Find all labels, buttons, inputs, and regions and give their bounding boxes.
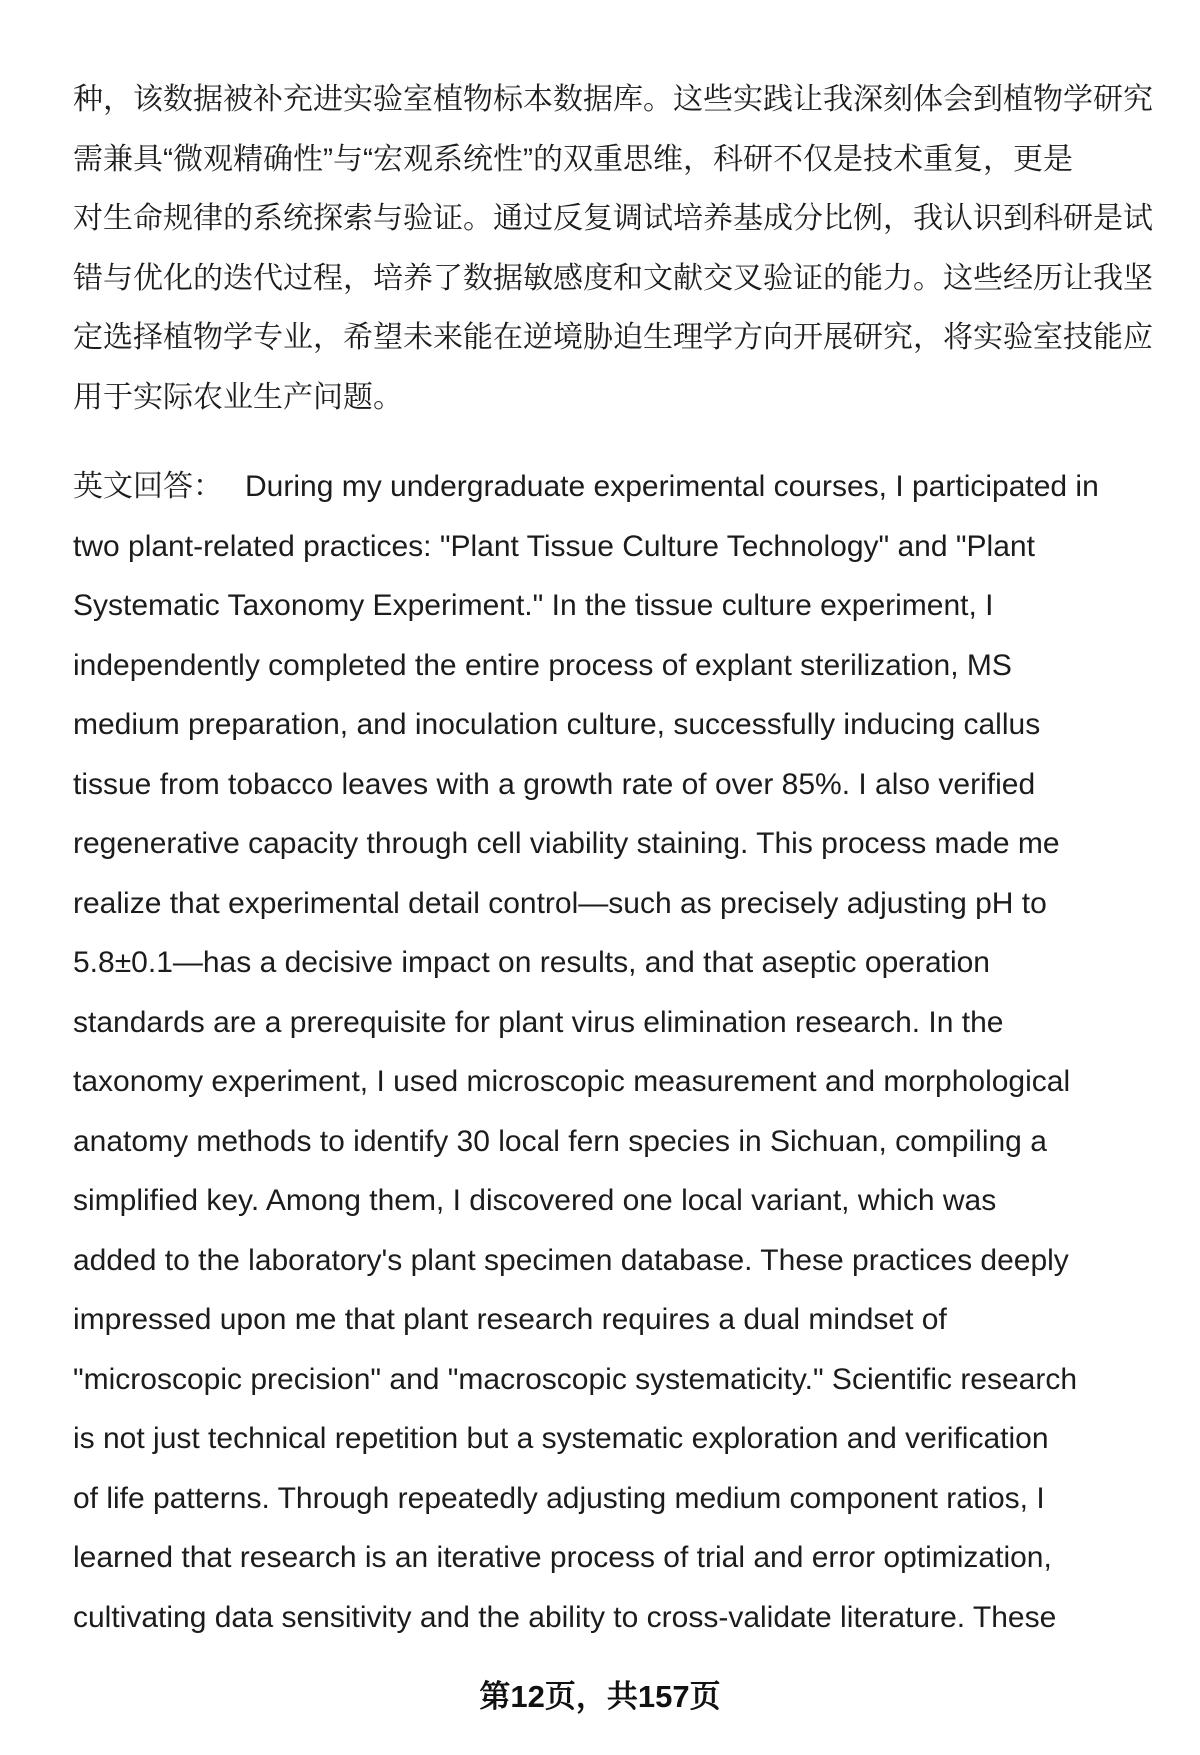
text-line-content: During my undergraduate experimental courses, I participated in bbox=[245, 470, 1099, 503]
text-line: realize that experimental detail control—such as precisely adjusting pH to bbox=[73, 886, 1047, 920]
chinese-paragraph bbox=[73, 70, 1173, 427]
text-line-first bbox=[73, 457, 1173, 517]
text-line: tissue from tobacco leaves with a growth rate of over 85%. I also verified bbox=[73, 767, 1036, 801]
english-answer-paragraph bbox=[73, 457, 1173, 1647]
text-line: medium preparation, and inoculation culture, successfully inducing callus bbox=[73, 708, 1041, 741]
text-line: 对生命规律的系统探索与验证。通过反复调试培养基成分比例，我认识到科研是试 bbox=[73, 202, 1153, 235]
text-line: cultivating data sensitivity and the ability to cross-validate literature. These bbox=[73, 1600, 1057, 1634]
text-line: simplified key. Among them, I discovered one local variant, which was bbox=[73, 1184, 997, 1217]
text-line: anatomy methods to identify 30 local fern species in Sichuan, compiling a bbox=[73, 1124, 1047, 1158]
english-answer-label: 英文回答： bbox=[73, 470, 223, 503]
text-line: 用于实际农业生产问题。 bbox=[73, 380, 403, 414]
text-line: is not just technical repetition but a systematic exploration and verification bbox=[73, 1422, 1049, 1455]
page-number-footer: 第12页，共157页 bbox=[479, 1679, 721, 1714]
text-line: 定选择植物学专业，希望未来能在逆境胁迫生理学方向开展研究，将实验室技能应 bbox=[73, 321, 1153, 354]
text-line: 需兼具“微观精确性”与“宏观系统性”的双重思维，科研不仅是技术重复，更是 bbox=[73, 142, 1073, 176]
text-line: independently completed the entire process of explant sterilization, MS bbox=[73, 648, 1012, 682]
text-line: two plant-related practices: "Plant Tissue Culture Technology" and "Plant bbox=[73, 529, 1035, 563]
text-line: learned that research is an iterative process of trial and error optimization, bbox=[73, 1541, 1052, 1574]
text-line: standards are a prerequisite for plant virus elimination research. In the bbox=[73, 1005, 1004, 1039]
text-line: 错与优化的迭代过程，培养了数据敏感度和文献交叉验证的能力。这些经历让我坚 bbox=[73, 261, 1153, 295]
text-line: 5.8±0.1—has a decisive impact on results, and that aseptic operation bbox=[73, 946, 990, 979]
text-line: 种，该数据被补充进实验室植物标本数据库。这些实践让我深刻体会到植物学研究 bbox=[73, 83, 1153, 116]
text-line: Systematic Taxonomy Experiment." In the tissue culture experiment, I bbox=[73, 589, 994, 622]
text-line: of life patterns. Through repeatedly adjusting medium component ratios, I bbox=[73, 1481, 1045, 1515]
text-line: taxonomy experiment, I used microscopic measurement and morphological bbox=[73, 1065, 1071, 1098]
text-line: impressed upon me that plant research requires a dual mindset of bbox=[73, 1303, 947, 1336]
text-line: regenerative capacity through cell viability staining. This process made me bbox=[73, 827, 1060, 860]
text-line: "microscopic precision" and "macroscopic systematicity." Scientific research bbox=[73, 1362, 1078, 1396]
text-line: added to the laboratory's plant specimen database. These practices deeply bbox=[73, 1243, 1069, 1277]
